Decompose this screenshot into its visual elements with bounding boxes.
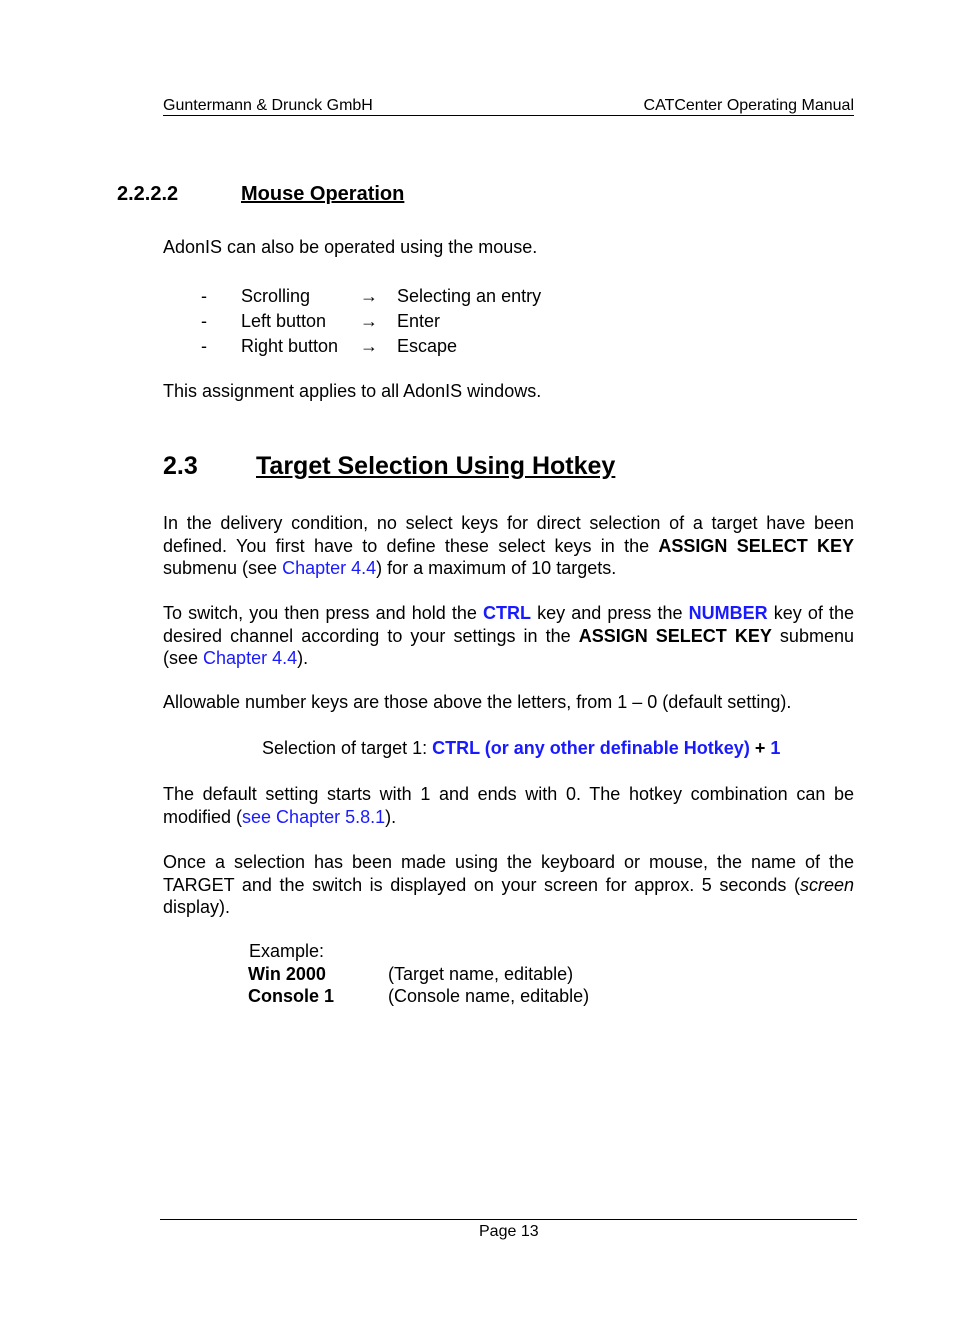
- list-dash: -: [201, 311, 207, 331]
- mouse-outro: This assignment applies to all AdonIS windows.: [163, 381, 542, 401]
- screen-term: screen: [799, 874, 854, 895]
- mapping-result: Escape: [397, 336, 458, 356]
- number-key-term: NUMBER: [688, 603, 768, 623]
- selection-example: [262, 738, 780, 759]
- key-one: 1: [770, 738, 781, 758]
- example-name: Win 2000: [248, 964, 326, 984]
- paragraph-allowable-keys: Allowable number keys are those above the letters, from 1 – 0 (default setting).: [163, 692, 792, 712]
- text: ).: [297, 648, 309, 668]
- header-rule: [163, 115, 854, 116]
- text: display).: [163, 897, 231, 917]
- text: Once a selection has been made using the keyboard or mouse, the name of the TARGET and the switch is displayed on your screen for approx. 5 seconds (: [163, 852, 854, 895]
- chapter-link[interactable]: see Chapter 5.8.1: [242, 806, 386, 827]
- text: To switch, you then press and hold the: [163, 603, 484, 623]
- assign-select-key-term: ASSIGN SELECT KEY: [658, 535, 855, 556]
- chapter-number: 2.3: [163, 452, 198, 480]
- mapping-action: Scrolling: [241, 286, 311, 306]
- example-name: Console 1: [248, 986, 335, 1006]
- chapter-title: Target Selection Using Hotkey: [256, 452, 616, 480]
- mouse-intro: AdonIS can also be operated using the mouse.: [163, 237, 538, 257]
- list-dash: -: [201, 286, 207, 306]
- text: key and press the: [531, 603, 689, 623]
- chapter-link[interactable]: Chapter 4.4: [203, 648, 298, 668]
- chapter-link[interactable]: Chapter 4.4: [282, 558, 377, 578]
- list-dash: -: [201, 336, 207, 356]
- section-number: 2.2.2.2: [117, 183, 179, 205]
- mapping-result: Selecting an entry: [397, 286, 542, 306]
- text: In the delivery condition, no select keys for direct selection of a target have been defined. You first have to define these select keys in the: [163, 513, 854, 556]
- text: ).: [385, 806, 397, 827]
- mapping-result: Enter: [397, 311, 441, 331]
- text: key of the desired channel according to your settings in the: [163, 603, 854, 646]
- example-label: Example:: [249, 941, 325, 961]
- arrow-icon: →: [360, 286, 378, 306]
- plus-sign: +: [749, 738, 771, 758]
- ctrl-key-term: CTRL: [483, 603, 532, 623]
- text: The default setting starts with 1 and ends with 0. The hotkey combination can be modified (: [163, 784, 854, 827]
- header-company: Guntermann & Drunck GmbH: [163, 97, 373, 114]
- text: submenu (see: [163, 558, 283, 578]
- paragraph-switch: [163, 602, 854, 670]
- paragraph-display: [163, 851, 854, 919]
- hotkey-term: CTRL (or any other definable Hotkey): [432, 738, 750, 758]
- arrow-icon: →: [360, 311, 378, 331]
- section-title: Mouse Operation: [241, 183, 405, 205]
- selection-label: Selection of target 1:: [262, 738, 433, 758]
- mapping-action: Left button: [241, 311, 327, 331]
- paragraph-delivery: [163, 512, 854, 580]
- example-desc: (Target name, editable): [388, 964, 574, 984]
- example-desc: (Console name, editable): [388, 986, 590, 1006]
- header-manual-title: CATCenter Operating Manual: [643, 97, 854, 114]
- mapping-action: Right button: [241, 336, 339, 356]
- paragraph-default-setting: [163, 783, 854, 828]
- footer-rule: [160, 1219, 857, 1220]
- assign-select-key-term: ASSIGN SELECT KEY: [578, 625, 772, 646]
- page-number: Page 13: [479, 1223, 539, 1240]
- text: submenu (see: [163, 625, 854, 668]
- text: ) for a maximum of 10 targets.: [376, 558, 617, 578]
- arrow-icon: →: [360, 336, 378, 356]
